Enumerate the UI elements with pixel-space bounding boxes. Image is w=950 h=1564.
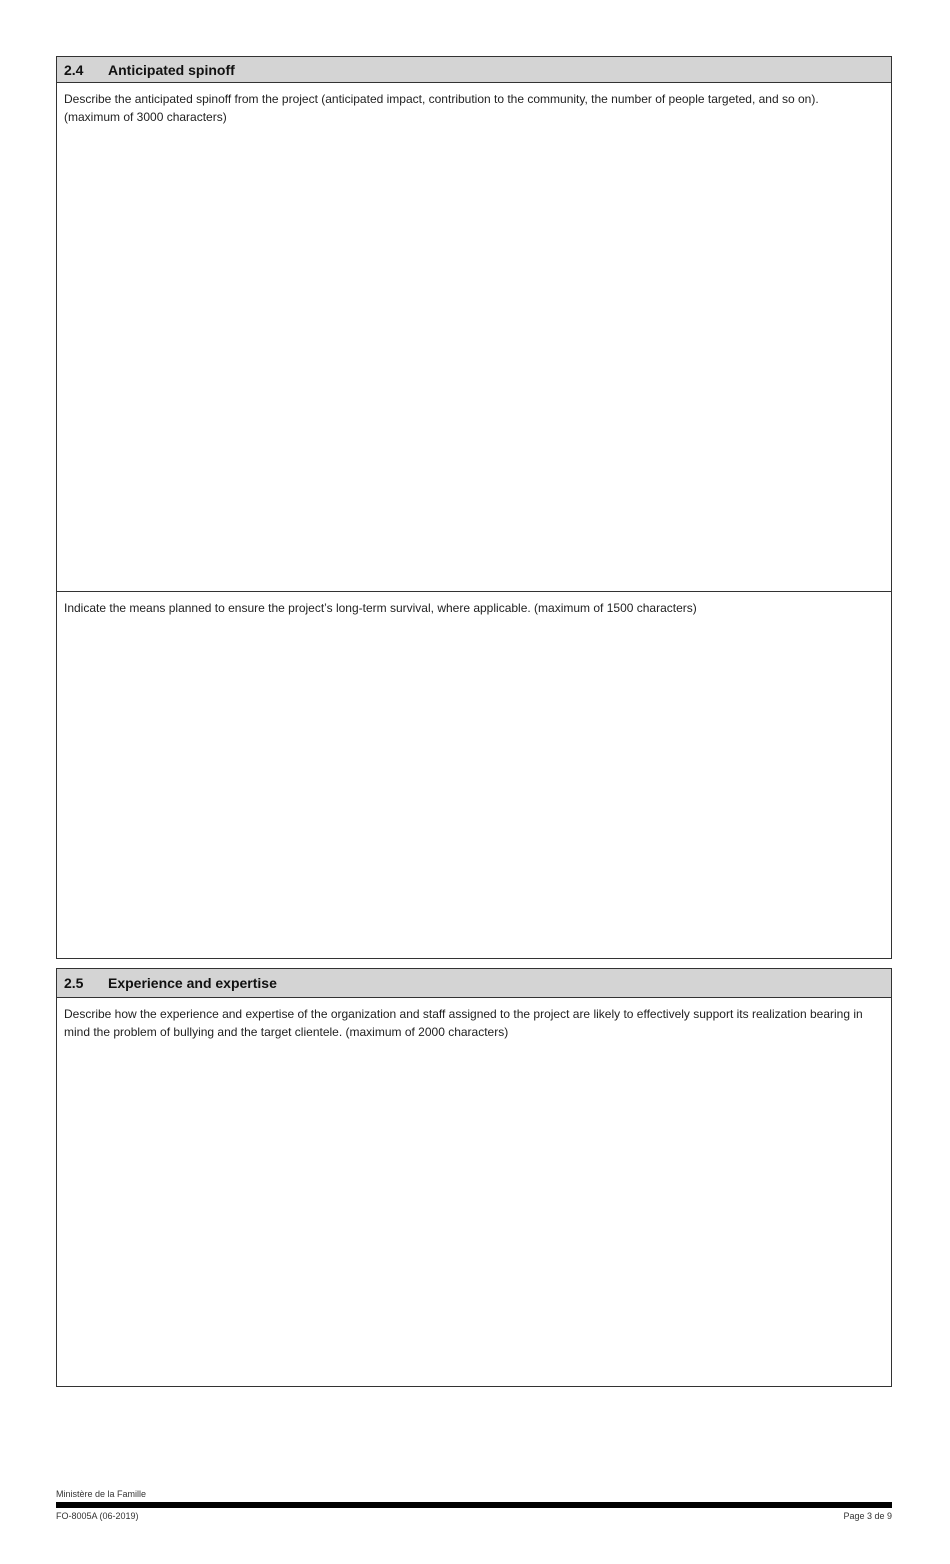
section-number: 2.4 — [64, 61, 84, 78]
field-prompt: Describe the anticipated spinoff from the project (anticipated impact, contribution to the community, the number of people targeted, and so on). (maximum of 3000 characters) — [64, 92, 819, 124]
section-header — [57, 57, 891, 83]
field-prompt: Indicate the means planned to ensure the project’s long-term survival, where applicable. (maximum of 1500 characters) — [64, 601, 697, 615]
section-number: 2.5 — [64, 975, 84, 991]
footer-form-code: FO-8005A (06-2019) — [56, 1511, 139, 1521]
footer-page-number: Page 3 de 9 — [843, 1511, 892, 1521]
spinoff-description-field[interactable] — [57, 83, 891, 592]
section-title: Anticipated spinoff — [108, 61, 235, 78]
section-anticipated-spinoff — [56, 56, 892, 959]
section-experience-expertise — [56, 968, 892, 1387]
section-header — [57, 969, 891, 998]
long-term-survival-field[interactable] — [57, 592, 891, 958]
experience-expertise-field[interactable] — [57, 998, 891, 1386]
field-prompt: Describe how the experience and expertise of the organization and staff assigned to the project are likely to effectively support its realization bearing in mind the problem of bullying and the target clientele. (maximum of 2000 characters) — [64, 1007, 863, 1039]
section-title: Experience and expertise — [108, 975, 277, 991]
footer-divider — [56, 1502, 892, 1508]
footer-organization: Ministère de la Famille — [56, 1489, 147, 1499]
